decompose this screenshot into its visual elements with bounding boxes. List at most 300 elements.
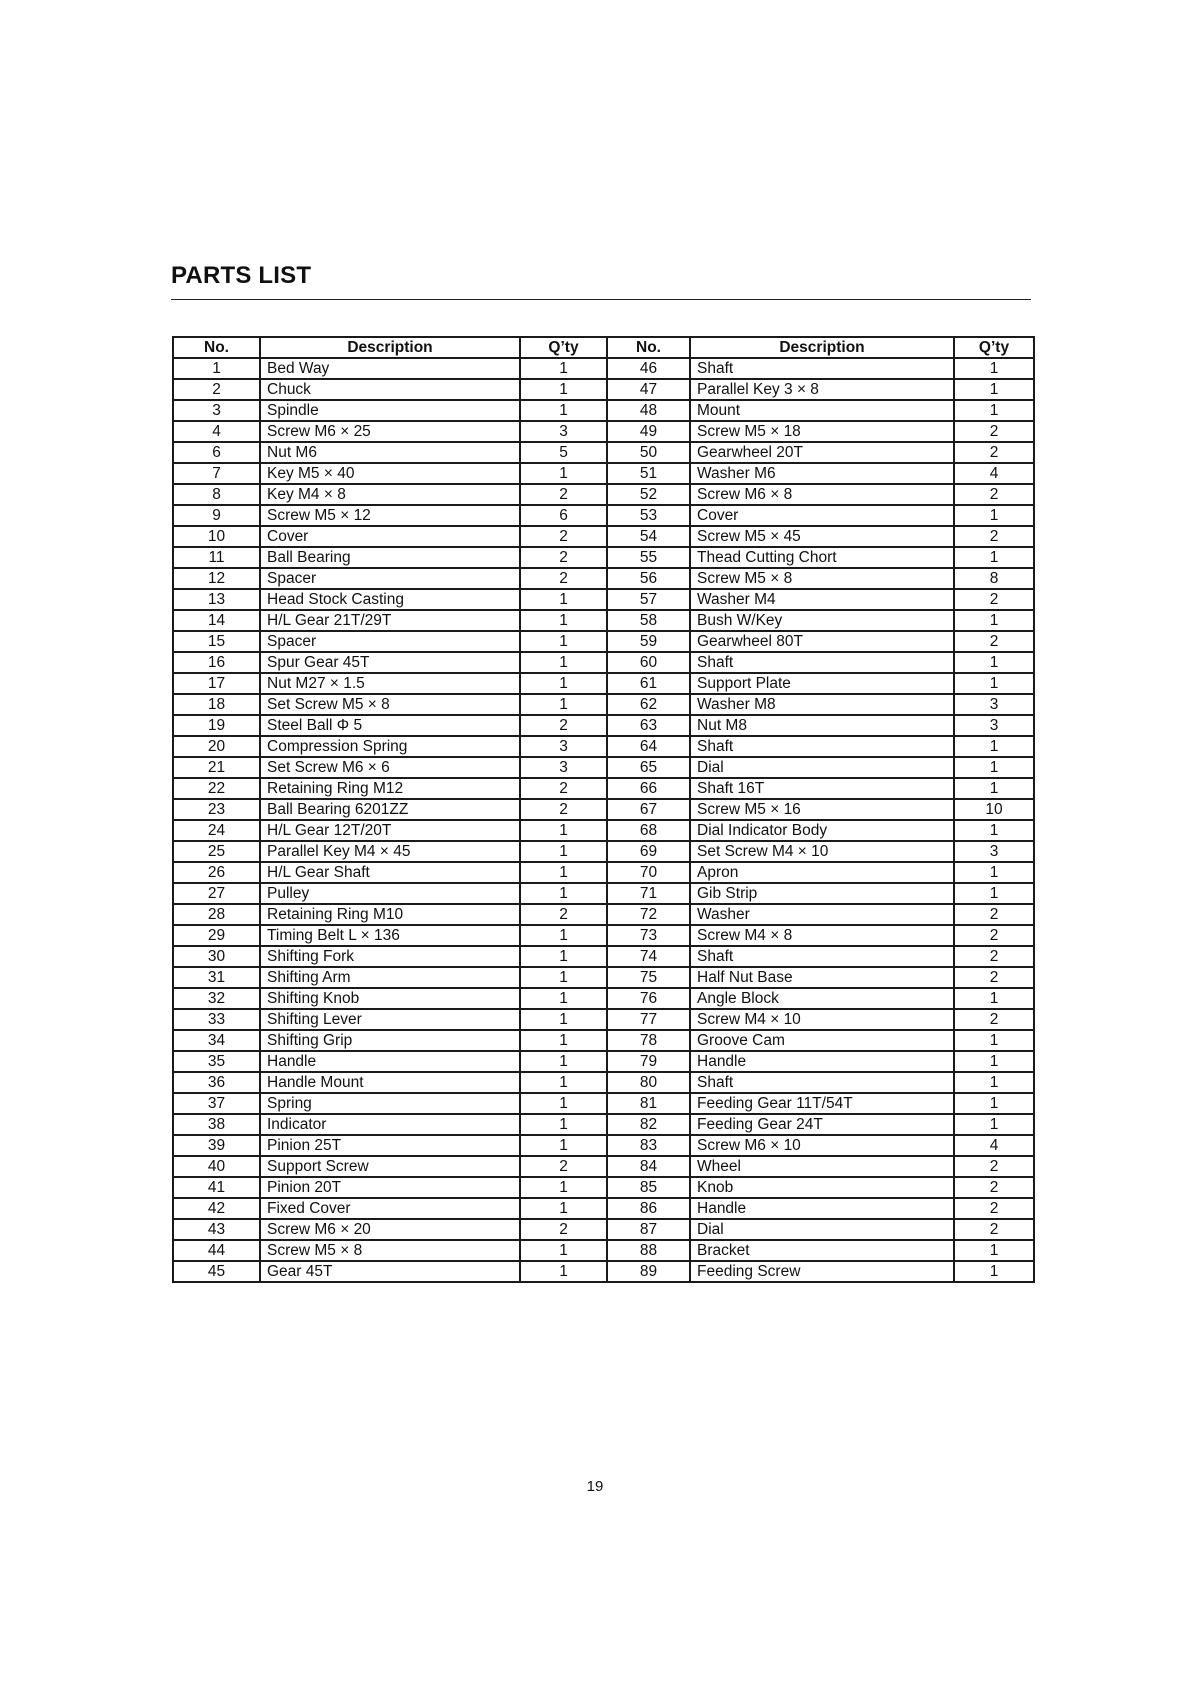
part-description: Key M4 × 8 — [260, 484, 520, 505]
part-quantity: 2 — [954, 1177, 1034, 1198]
part-description: Shaft — [690, 736, 954, 757]
part-number: 72 — [607, 904, 690, 925]
part-number: 39 — [173, 1135, 260, 1156]
part-quantity: 1 — [520, 1261, 607, 1282]
part-number: 49 — [607, 421, 690, 442]
part-number: 16 — [173, 652, 260, 673]
part-description: Retaining Ring M10 — [260, 904, 520, 925]
header-no-left: No. — [173, 337, 260, 358]
part-quantity: 2 — [954, 442, 1034, 463]
part-description: Retaining Ring M12 — [260, 778, 520, 799]
part-quantity: 2 — [520, 1219, 607, 1240]
part-quantity: 1 — [954, 652, 1034, 673]
table-row — [173, 652, 1034, 673]
table-row — [173, 631, 1034, 652]
part-quantity: 1 — [954, 1051, 1034, 1072]
part-quantity: 1 — [954, 820, 1034, 841]
part-quantity: 1 — [520, 379, 607, 400]
part-number: 67 — [607, 799, 690, 820]
part-description: Indicator — [260, 1114, 520, 1135]
header-no-right: No. — [607, 337, 690, 358]
table-row — [173, 526, 1034, 547]
part-description: Parallel Key 3 × 8 — [690, 379, 954, 400]
part-number: 6 — [173, 442, 260, 463]
part-quantity: 1 — [520, 1240, 607, 1261]
part-description: Nut M27 × 1.5 — [260, 673, 520, 694]
part-number: 18 — [173, 694, 260, 715]
part-number: 47 — [607, 379, 690, 400]
part-quantity: 1 — [954, 505, 1034, 526]
part-quantity: 1 — [954, 1261, 1034, 1282]
table-row — [173, 715, 1034, 736]
part-description: Screw M5 × 8 — [690, 568, 954, 589]
part-number: 24 — [173, 820, 260, 841]
part-number: 53 — [607, 505, 690, 526]
part-number: 14 — [173, 610, 260, 631]
part-quantity: 1 — [520, 694, 607, 715]
part-number: 58 — [607, 610, 690, 631]
part-quantity: 1 — [520, 946, 607, 967]
part-quantity: 1 — [520, 1177, 607, 1198]
part-description: Chuck — [260, 379, 520, 400]
part-number: 26 — [173, 862, 260, 883]
part-quantity: 1 — [954, 400, 1034, 421]
part-quantity: 2 — [954, 484, 1034, 505]
part-description: Key M5 × 40 — [260, 463, 520, 484]
part-quantity: 1 — [520, 1030, 607, 1051]
part-number: 40 — [173, 1156, 260, 1177]
part-quantity: 1 — [520, 652, 607, 673]
part-quantity: 1 — [954, 358, 1034, 379]
part-quantity: 1 — [520, 358, 607, 379]
part-description: Screw M5 × 16 — [690, 799, 954, 820]
part-number: 36 — [173, 1072, 260, 1093]
part-description: Steel Ball Φ 5 — [260, 715, 520, 736]
part-number: 59 — [607, 631, 690, 652]
part-description: Gib Strip — [690, 883, 954, 904]
part-quantity: 2 — [954, 589, 1034, 610]
part-description: Screw M5 × 8 — [260, 1240, 520, 1261]
part-description: Screw M6 × 25 — [260, 421, 520, 442]
part-description: Screw M4 × 10 — [690, 1009, 954, 1030]
part-quantity: 1 — [954, 757, 1034, 778]
part-quantity: 1 — [520, 1093, 607, 1114]
part-quantity: 1 — [520, 1051, 607, 1072]
part-description: Groove Cam — [690, 1030, 954, 1051]
part-quantity: 1 — [954, 379, 1034, 400]
part-number: 23 — [173, 799, 260, 820]
part-quantity: 1 — [954, 610, 1034, 631]
part-quantity: 1 — [520, 589, 607, 610]
part-number: 70 — [607, 862, 690, 883]
part-number: 27 — [173, 883, 260, 904]
part-quantity: 2 — [520, 778, 607, 799]
part-quantity: 1 — [520, 862, 607, 883]
part-quantity: 2 — [954, 925, 1034, 946]
part-number: 60 — [607, 652, 690, 673]
part-description: Screw M6 × 8 — [690, 484, 954, 505]
part-number: 31 — [173, 967, 260, 988]
part-description: Spring — [260, 1093, 520, 1114]
part-description: Set Screw M5 × 8 — [260, 694, 520, 715]
part-number: 78 — [607, 1030, 690, 1051]
part-description: Dial — [690, 1219, 954, 1240]
part-number: 10 — [173, 526, 260, 547]
part-quantity: 2 — [954, 1198, 1034, 1219]
part-number: 15 — [173, 631, 260, 652]
part-number: 28 — [173, 904, 260, 925]
part-description: Set Screw M6 × 6 — [260, 757, 520, 778]
part-number: 79 — [607, 1051, 690, 1072]
part-number: 30 — [173, 946, 260, 967]
part-quantity: 1 — [954, 1030, 1034, 1051]
table-row — [173, 904, 1034, 925]
part-description: Head Stock Casting — [260, 589, 520, 610]
table-row — [173, 568, 1034, 589]
part-quantity: 1 — [520, 1198, 607, 1219]
part-description: Bush W/Key — [690, 610, 954, 631]
part-quantity: 1 — [520, 631, 607, 652]
part-description: Gearwheel 80T — [690, 631, 954, 652]
part-description: Feeding Gear 24T — [690, 1114, 954, 1135]
part-description: Pinion 25T — [260, 1135, 520, 1156]
part-quantity: 8 — [954, 568, 1034, 589]
part-quantity: 2 — [954, 526, 1034, 547]
part-number: 48 — [607, 400, 690, 421]
part-number: 62 — [607, 694, 690, 715]
part-description: Cover — [260, 526, 520, 547]
part-description: Washer M4 — [690, 589, 954, 610]
part-number: 52 — [607, 484, 690, 505]
part-number: 77 — [607, 1009, 690, 1030]
part-number: 32 — [173, 988, 260, 1009]
part-number: 87 — [607, 1219, 690, 1240]
page-number: 19 — [586, 1478, 604, 1495]
part-description: Screw M6 × 10 — [690, 1135, 954, 1156]
part-quantity: 2 — [520, 547, 607, 568]
part-description: Support Plate — [690, 673, 954, 694]
part-quantity: 2 — [520, 568, 607, 589]
table-row — [173, 694, 1034, 715]
part-quantity: 2 — [954, 1156, 1034, 1177]
part-number: 46 — [607, 358, 690, 379]
part-description: Apron — [690, 862, 954, 883]
part-quantity: 1 — [520, 1135, 607, 1156]
part-number: 1 — [173, 358, 260, 379]
part-quantity: 1 — [520, 673, 607, 694]
table-row — [173, 1030, 1034, 1051]
part-number: 64 — [607, 736, 690, 757]
part-number: 69 — [607, 841, 690, 862]
part-description: Shaft — [690, 652, 954, 673]
part-quantity: 2 — [954, 1219, 1034, 1240]
part-quantity: 2 — [954, 967, 1034, 988]
part-description: Spacer — [260, 568, 520, 589]
part-number: 43 — [173, 1219, 260, 1240]
part-quantity: 2 — [520, 526, 607, 547]
table-row — [173, 841, 1034, 862]
part-number: 11 — [173, 547, 260, 568]
table-row — [173, 1051, 1034, 1072]
table-row — [173, 505, 1034, 526]
part-quantity: 4 — [954, 463, 1034, 484]
table-row — [173, 1156, 1034, 1177]
part-quantity: 2 — [520, 484, 607, 505]
part-description: Support Screw — [260, 1156, 520, 1177]
part-description: Ball Bearing — [260, 547, 520, 568]
part-number: 4 — [173, 421, 260, 442]
part-number: 50 — [607, 442, 690, 463]
part-quantity: 1 — [520, 1072, 607, 1093]
part-number: 85 — [607, 1177, 690, 1198]
part-description: Feeding Screw — [690, 1261, 954, 1282]
table-row — [173, 799, 1034, 820]
part-number: 38 — [173, 1114, 260, 1135]
part-number: 83 — [607, 1135, 690, 1156]
table-row — [173, 1219, 1034, 1240]
part-number: 29 — [173, 925, 260, 946]
part-description: H/L Gear Shaft — [260, 862, 520, 883]
table-row — [173, 400, 1034, 421]
part-description: Washer — [690, 904, 954, 925]
parts-table-body — [173, 358, 1034, 1282]
part-description: Screw M5 × 18 — [690, 421, 954, 442]
part-description: Handle Mount — [260, 1072, 520, 1093]
part-quantity: 1 — [954, 778, 1034, 799]
table-row — [173, 610, 1034, 631]
part-description: Spindle — [260, 400, 520, 421]
part-description: Nut M8 — [690, 715, 954, 736]
part-description: H/L Gear 12T/20T — [260, 820, 520, 841]
part-number: 22 — [173, 778, 260, 799]
parts-table — [172, 336, 1035, 1283]
header-description-left: Description — [260, 337, 520, 358]
part-number: 7 — [173, 463, 260, 484]
part-number: 51 — [607, 463, 690, 484]
part-number: 71 — [607, 883, 690, 904]
part-number: 88 — [607, 1240, 690, 1261]
part-description: Mount — [690, 400, 954, 421]
part-number: 89 — [607, 1261, 690, 1282]
part-number: 9 — [173, 505, 260, 526]
part-number: 80 — [607, 1072, 690, 1093]
part-number: 25 — [173, 841, 260, 862]
part-number: 66 — [607, 778, 690, 799]
part-description: Bracket — [690, 1240, 954, 1261]
part-quantity: 1 — [954, 1093, 1034, 1114]
part-description: Knob — [690, 1177, 954, 1198]
part-description: Fixed Cover — [260, 1198, 520, 1219]
part-number: 21 — [173, 757, 260, 778]
part-description: Shaft 16T — [690, 778, 954, 799]
part-number: 37 — [173, 1093, 260, 1114]
part-quantity: 4 — [954, 1135, 1034, 1156]
part-number: 35 — [173, 1051, 260, 1072]
part-number: 12 — [173, 568, 260, 589]
part-description: Set Screw M4 × 10 — [690, 841, 954, 862]
table-row — [173, 778, 1034, 799]
part-quantity: 1 — [954, 862, 1034, 883]
part-quantity: 2 — [954, 946, 1034, 967]
part-number: 63 — [607, 715, 690, 736]
part-quantity: 3 — [954, 841, 1034, 862]
part-quantity: 1 — [954, 736, 1034, 757]
part-number: 73 — [607, 925, 690, 946]
table-row — [173, 925, 1034, 946]
part-description: Pulley — [260, 883, 520, 904]
part-quantity: 1 — [954, 883, 1034, 904]
part-quantity: 3 — [520, 757, 607, 778]
part-description: Dial Indicator Body — [690, 820, 954, 841]
part-quantity: 1 — [520, 925, 607, 946]
part-description: Timing Belt L × 136 — [260, 925, 520, 946]
part-quantity: 1 — [954, 673, 1034, 694]
part-description: Washer M8 — [690, 694, 954, 715]
part-number: 57 — [607, 589, 690, 610]
part-description: Shaft — [690, 358, 954, 379]
table-row — [173, 820, 1034, 841]
part-quantity: 5 — [520, 442, 607, 463]
part-number: 84 — [607, 1156, 690, 1177]
table-row — [173, 442, 1034, 463]
part-quantity: 2 — [954, 904, 1034, 925]
part-number: 54 — [607, 526, 690, 547]
part-description: Handle — [690, 1051, 954, 1072]
part-quantity: 1 — [520, 1114, 607, 1135]
table-row — [173, 1240, 1034, 1261]
part-description: Feeding Gear 11T/54T — [690, 1093, 954, 1114]
part-number: 44 — [173, 1240, 260, 1261]
part-quantity: 10 — [954, 799, 1034, 820]
table-row — [173, 379, 1034, 400]
part-description: Handle — [690, 1198, 954, 1219]
part-quantity: 1 — [520, 988, 607, 1009]
part-description: Angle Block — [690, 988, 954, 1009]
part-number: 82 — [607, 1114, 690, 1135]
part-description: Nut M6 — [260, 442, 520, 463]
table-row — [173, 1177, 1034, 1198]
part-quantity: 3 — [954, 715, 1034, 736]
table-row — [173, 1072, 1034, 1093]
part-description: Shifting Lever — [260, 1009, 520, 1030]
title-divider — [171, 299, 1031, 300]
part-description: Screw M4 × 8 — [690, 925, 954, 946]
part-quantity: 2 — [520, 715, 607, 736]
part-number: 17 — [173, 673, 260, 694]
part-description: Screw M6 × 20 — [260, 1219, 520, 1240]
table-row — [173, 673, 1034, 694]
part-description: Compression Spring — [260, 736, 520, 757]
part-description: Shifting Arm — [260, 967, 520, 988]
part-number: 42 — [173, 1198, 260, 1219]
part-quantity: 1 — [520, 463, 607, 484]
table-row — [173, 1009, 1034, 1030]
part-number: 61 — [607, 673, 690, 694]
page-title: PARTS LIST — [171, 262, 312, 289]
part-quantity: 6 — [520, 505, 607, 526]
part-description: Shaft — [690, 946, 954, 967]
part-description: Half Nut Base — [690, 967, 954, 988]
part-number: 8 — [173, 484, 260, 505]
part-description: Pinion 20T — [260, 1177, 520, 1198]
part-number: 13 — [173, 589, 260, 610]
part-quantity: 1 — [520, 400, 607, 421]
part-quantity: 2 — [954, 421, 1034, 442]
part-number: 68 — [607, 820, 690, 841]
part-description: Thead Cutting Chort — [690, 547, 954, 568]
part-description: Parallel Key M4 × 45 — [260, 841, 520, 862]
part-description: Handle — [260, 1051, 520, 1072]
table-row — [173, 946, 1034, 967]
table-row — [173, 883, 1034, 904]
part-number: 81 — [607, 1093, 690, 1114]
table-row — [173, 1093, 1034, 1114]
part-number: 56 — [607, 568, 690, 589]
part-quantity: 1 — [954, 1072, 1034, 1093]
part-number: 41 — [173, 1177, 260, 1198]
part-number: 34 — [173, 1030, 260, 1051]
part-description: Gearwheel 20T — [690, 442, 954, 463]
table-row — [173, 862, 1034, 883]
part-quantity: 2 — [954, 631, 1034, 652]
part-quantity: 1 — [954, 547, 1034, 568]
part-description: Shifting Knob — [260, 988, 520, 1009]
part-number: 20 — [173, 736, 260, 757]
part-description: H/L Gear 21T/29T — [260, 610, 520, 631]
part-description: Dial — [690, 757, 954, 778]
part-description: Shaft — [690, 1072, 954, 1093]
part-number: 65 — [607, 757, 690, 778]
part-quantity: 3 — [520, 421, 607, 442]
part-quantity: 3 — [520, 736, 607, 757]
part-number: 3 — [173, 400, 260, 421]
part-description: Wheel — [690, 1156, 954, 1177]
part-number: 19 — [173, 715, 260, 736]
part-number: 86 — [607, 1198, 690, 1219]
part-description: Shifting Grip — [260, 1030, 520, 1051]
table-row — [173, 757, 1034, 778]
part-description: Spur Gear 45T — [260, 652, 520, 673]
part-description: Screw M5 × 45 — [690, 526, 954, 547]
table-row — [173, 1135, 1034, 1156]
table-row — [173, 1261, 1034, 1282]
part-quantity: 1 — [520, 841, 607, 862]
part-quantity: 1 — [954, 1240, 1034, 1261]
table-row — [173, 358, 1034, 379]
part-quantity: 2 — [520, 1156, 607, 1177]
part-description: Spacer — [260, 631, 520, 652]
part-number: 74 — [607, 946, 690, 967]
part-quantity: 3 — [954, 694, 1034, 715]
table-row — [173, 988, 1034, 1009]
part-quantity: 1 — [520, 820, 607, 841]
part-number: 76 — [607, 988, 690, 1009]
part-description: Gear 45T — [260, 1261, 520, 1282]
table-row — [173, 736, 1034, 757]
part-description: Cover — [690, 505, 954, 526]
part-number: 2 — [173, 379, 260, 400]
part-quantity: 2 — [954, 1009, 1034, 1030]
table-row — [173, 484, 1034, 505]
table-row — [173, 1198, 1034, 1219]
table-row — [173, 547, 1034, 568]
header-qty-left: Q’ty — [520, 337, 607, 358]
table-row — [173, 463, 1034, 484]
table-row — [173, 967, 1034, 988]
part-description: Shifting Fork — [260, 946, 520, 967]
part-number: 33 — [173, 1009, 260, 1030]
part-quantity: 2 — [520, 799, 607, 820]
